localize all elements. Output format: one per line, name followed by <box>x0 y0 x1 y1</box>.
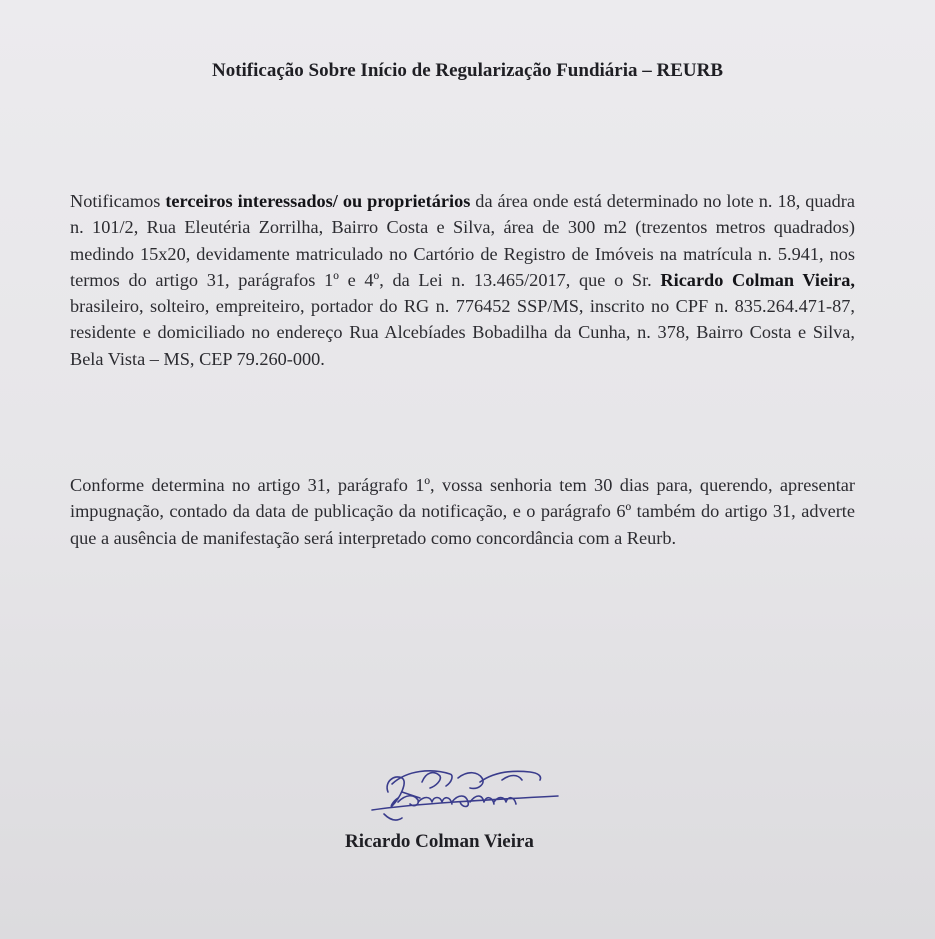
addressees-bold-text: terceiros interessados/ ou proprietários <box>165 191 471 211</box>
signature-drawing <box>362 762 572 830</box>
document-title: Notificação Sobre Início de Regularização Fundiária – REURB <box>211 60 724 81</box>
deadline-paragraph: Conforme determina no artigo 31, parágrafo 1º, vossa senhoria tem 30 dias para, querendo, apresentar impugnação, contado da data de publicação da notificação, e o parágrafo 6º também do artigo 31, adverte que a ausência de manifestação será interpretado como concordância com a Reurb. <box>70 475 855 548</box>
property-details-text: da área onde está determinado no lote n. 18, quadra n. 101/2, Rua Eleutéria Zorrilha, Bairro Costa e Silva, área de 300 m2 (trezentos metros quadrados) medindo 15x20, devidamente matriculado no Cartório de Registro de Imóveis na matrícula n. 5.941, nos termos do artigo 31, parágrafos 1º e 4º, da Lei n. 13.465/2017, que o Sr. <box>70 191 855 290</box>
handwritten-signature <box>362 762 572 830</box>
applicant-name-bold-text: Ricardo Colman Vieira, <box>660 269 855 290</box>
applicant-details-text: brasileiro, solteiro, empreiteiro, portador do RG n. 776452 SSP/MS, inscrito no CPF n. 835.264.471-87, residente e domiciliado no endereço Rua Alcebíades Bobadilha da Cunha, n. 378, Bairro Costa e Silva, Bela Vista – MS, CEP 79.260-000. <box>70 296 855 369</box>
notification-paragraph <box>70 188 855 372</box>
paragraph-intro-text: Notificamos <box>70 191 166 211</box>
signatory-name: Ricardo Colman Vieira <box>345 831 534 852</box>
